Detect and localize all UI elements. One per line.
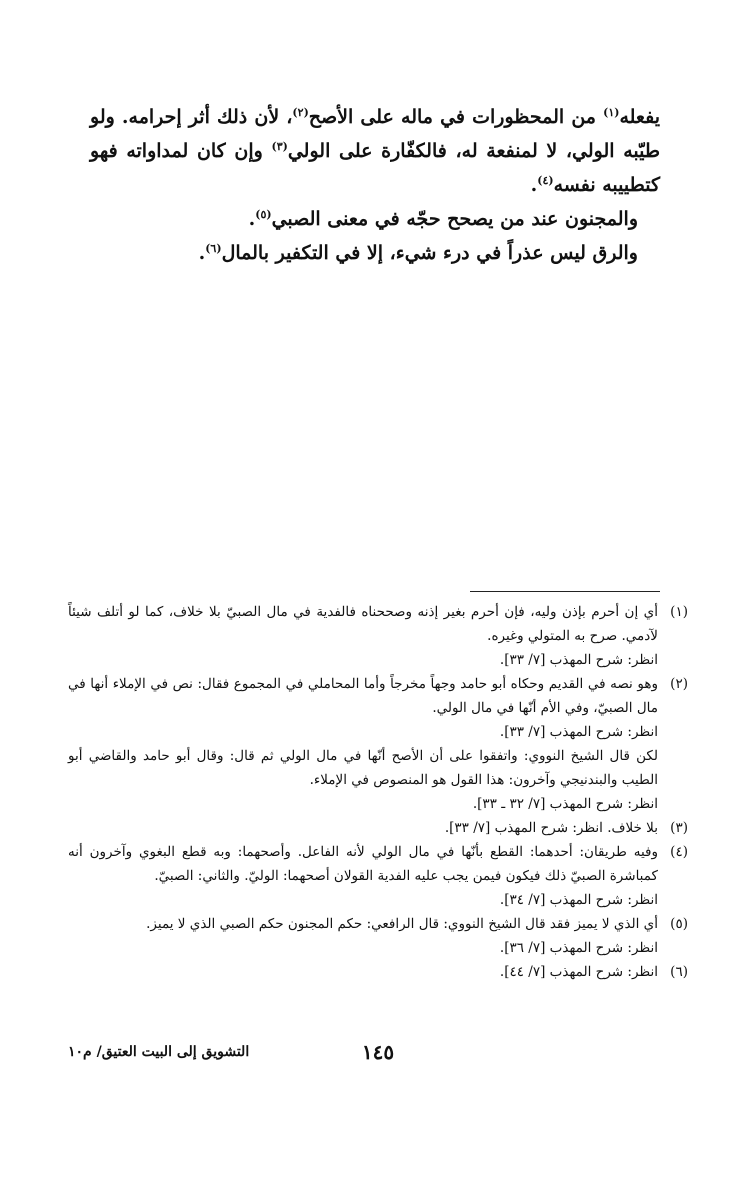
footnote <box>68 912 688 960</box>
footnote <box>68 840 688 912</box>
body-text: . <box>248 208 256 230</box>
page-footer <box>68 1040 688 1070</box>
footnote-marker: (٦) <box>205 242 222 255</box>
footnote-marker: (٣) <box>271 140 288 153</box>
footnote-line: انظر: شرح المهذب [٧/ ٤٤]. <box>499 964 658 980</box>
footnote-body <box>68 672 658 816</box>
footnote-line: أي إن أحرم بإذن وليه، فإن أحرم بغير إذنه وصححناه فالفدية في مال الصبيّ بلا خلاف، كما لو أتلف شيئاً لآدمي. صرح به المتولي وغيره. <box>68 604 658 644</box>
footnote-line: أي الذي لا يميز فقد قال الشيخ النووي: قال الرافعي: حكم المجنون حكم الصبي الذي لا يميز. <box>146 916 658 932</box>
paragraph-1 <box>90 100 660 202</box>
body-text: والرق ليس عذراً في درء شيء، إلا في التكفير بالمال <box>221 242 638 264</box>
footnote-body <box>68 840 658 912</box>
footnote-body <box>68 816 658 840</box>
footnote-number: (٣) <box>670 820 688 836</box>
book-label: التشويق إلى البيت العتيق/ م١٠ <box>68 1044 250 1060</box>
footnotes <box>68 600 688 984</box>
body-text: . <box>198 242 206 264</box>
body-text: والمجنون عند من يصحح حجّه في معنى الصبي <box>271 208 638 230</box>
footnote-line: انظر: شرح المهذب [٧/ ٣٢ ـ ٣٣]. <box>472 796 658 812</box>
footnote-number: (٥) <box>670 916 688 932</box>
footnote-line: بلا خلاف. انظر: شرح المهذب [٧/ ٣٣]. <box>444 820 658 836</box>
footnote <box>68 600 688 672</box>
footnote <box>68 816 688 840</box>
footnote-number: (١) <box>670 604 688 620</box>
body-text: وإن كان لمداواته فهو كتطييبه نفسه <box>90 140 660 196</box>
body-text: ، لأن ذلك أثر إحرامه. ولو طيّبه الولي، لا لمنفعة له، فالكفّارة على الولي <box>90 106 661 162</box>
body-text: من المحظورات في ماله على الأصح <box>308 106 604 128</box>
footnote-marker: (٢) <box>292 106 309 119</box>
footnote-body <box>68 912 658 960</box>
body-text: يفعله <box>619 106 660 128</box>
footnote-line: انظر: شرح المهذب [٧/ ٣٣]. <box>499 724 658 740</box>
footnote-line: انظر: شرح المهذب [٧/ ٣٣]. <box>499 652 658 668</box>
footnote <box>68 672 688 816</box>
footnote <box>68 960 688 984</box>
footnote-marker: (٤) <box>537 174 554 187</box>
footnote-line: وهو نصه في القديم وحكاه أبو حامد وجهاً مخرجاً وأما المحاملي في المجموع فقال: نص في الإملاء أنها في مال الصبيّ، وفي الأم أنّها في مال الولي. <box>68 676 658 716</box>
paragraph-2 <box>90 202 660 236</box>
paragraph-3 <box>90 236 660 270</box>
footnote-line: لكن قال الشيخ النووي: واتفقوا على أن الأصح أنّها في مال الولي ثم قال: وقال أبو حامد والقاضي أبو الطيب والبندنيجي وآخرون: هذا القول هو المنصوص في الإملاء. <box>68 748 658 788</box>
footnote-number: (٢) <box>670 676 688 692</box>
footnote-line: وفيه طريقان: أحدهما: القطع بأنّها في مال الولي لأنه الفاعل. وأصحهما: وبه قطع البغوي وآخرون أنه كمباشرة الصبيّ ذلك فيكون فيمن يجب عليه الفدية القولان أصحهما: الوليّ. والثاني: الصبيّ. <box>68 844 658 884</box>
footnote-separator <box>470 591 660 592</box>
footnote-body <box>68 960 658 984</box>
footnote-body <box>68 600 658 672</box>
main-text <box>90 100 660 270</box>
footnote-line: انظر: شرح المهذب [٧/ ٣٤]. <box>499 892 658 908</box>
page-number: ١٤٥ <box>361 1040 395 1064</box>
footnote-number: (٤) <box>670 844 688 860</box>
body-text: . <box>530 174 538 196</box>
footnote-marker: (١) <box>603 106 620 119</box>
footnote-marker: (٥) <box>255 208 272 221</box>
footnote-line: انظر: شرح المهذب [٧/ ٣٦]. <box>499 940 658 956</box>
footnote-number: (٦) <box>670 964 688 980</box>
